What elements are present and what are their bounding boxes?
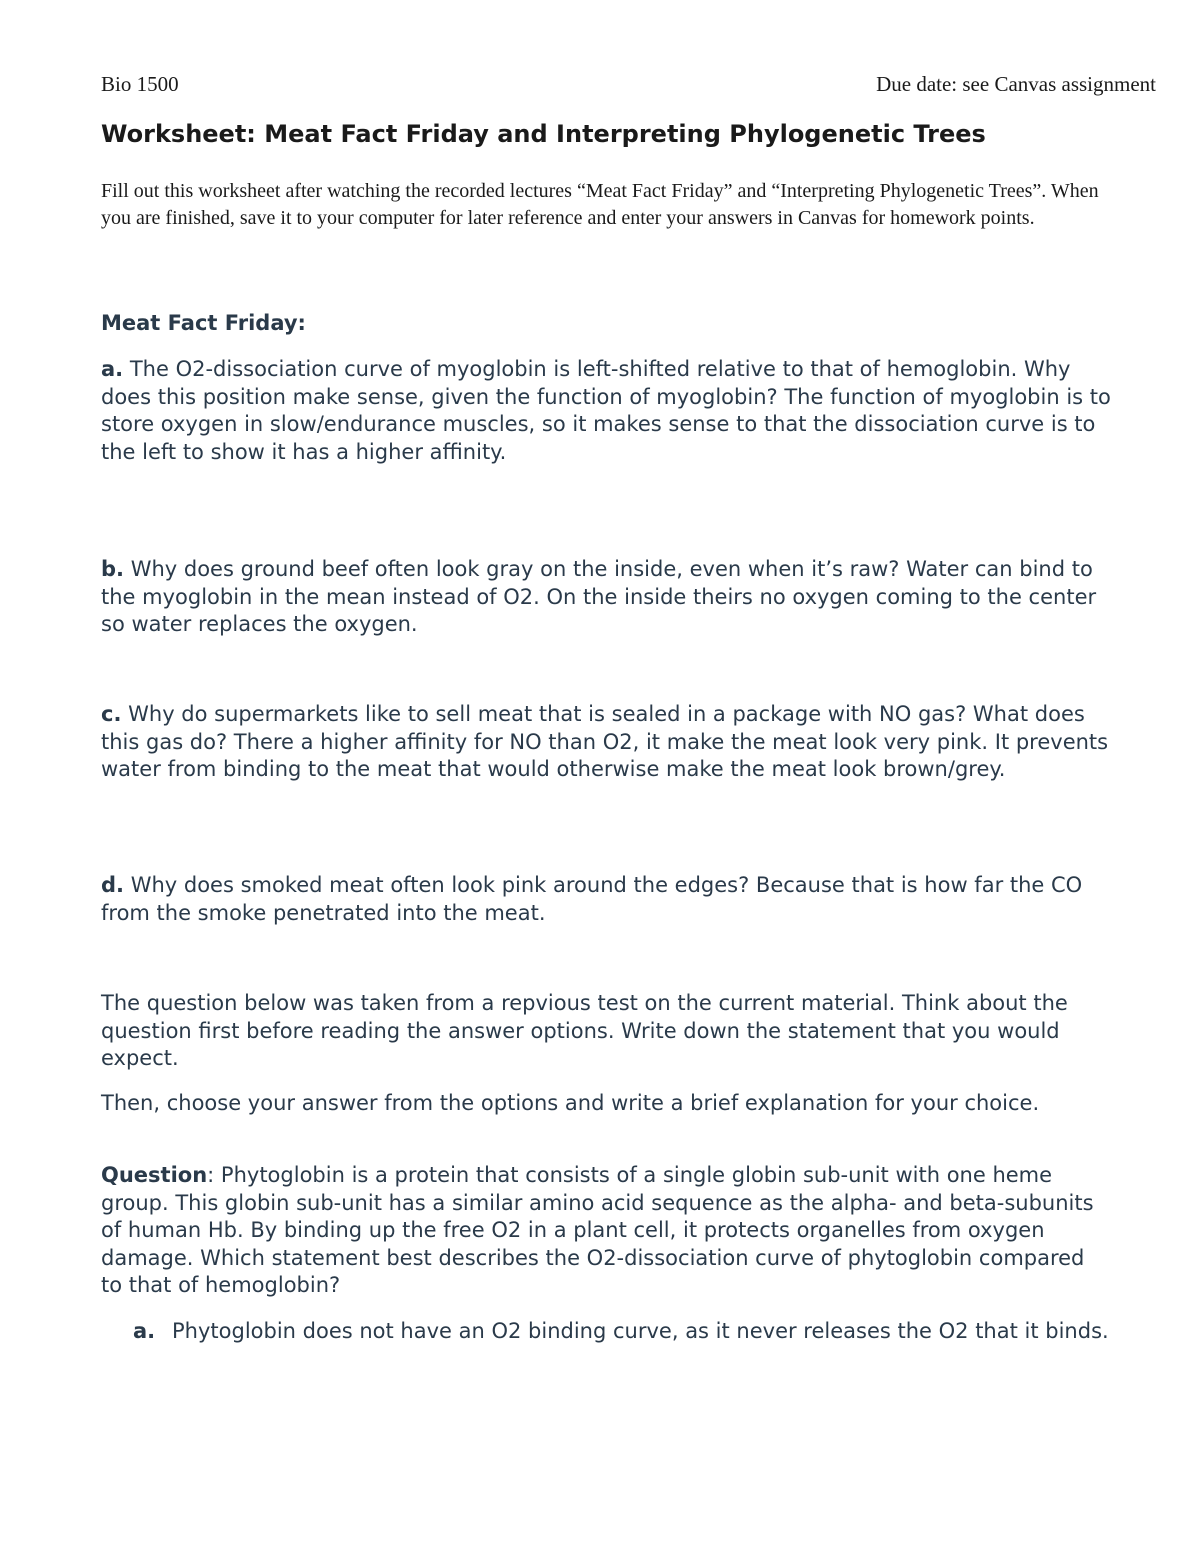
option-letter: a. — [133, 1319, 156, 1343]
course-name: Bio 1500 — [101, 72, 179, 96]
section-title: Meat Fact Friday: — [101, 311, 306, 335]
question-letter: c. — [101, 702, 122, 726]
question-letter: a. — [101, 357, 124, 381]
question-letter: b. — [101, 557, 125, 581]
question-text: Why do supermarkets like to sell meat that is sealed in a package with NO gas? What does this gas do? There a higher affinity for NO than O2, it make the meat look very pink. It prevents water from binding to the meat that would otherwise make the meat look brown/grey. — [101, 702, 1109, 781]
question-text: Why does ground beef often look gray on the inside, even when it’s raw? Water can bind to the myoglobin in the mean instead of O2. On the inside theirs no oxygen coming to the center so water replaces the oxygen. — [101, 557, 1097, 636]
option-text: Phytoglobin does not have an O2 binding curve, as it never releases the O2 that it binds. — [172, 1319, 1109, 1343]
question-a — [101, 356, 1111, 466]
due-date: Due date: see Canvas assignment — [876, 72, 1156, 96]
question-text: The O2-dissociation curve of myoglobin is left-shifted relative to that of hemoglobin. Why does this position make sense, given the function of myoglobin? The function of myoglobin is to store oxygen in slow/endurance muscles, so it makes sense to that the dissociation curve is to the left to show it has a higher affinity. — [101, 357, 1111, 464]
intro-paragraph: Fill out this worksheet after watching the recorded lectures “Meat Fact Friday” and “Interpreting Phylogenetic Trees”. When you are finished, save it to your computer for later reference and enter your answers in Canvas for homework points. — [101, 180, 1099, 229]
question-b — [101, 556, 1111, 639]
question-text: Why does smoked meat often look pink around the edges? Because that is how far the CO from the smoke penetrated into the meat. — [101, 873, 1083, 925]
question-body: : Phytoglobin is a protein that consists of a single globin sub-unit with one heme group. This globin sub-unit has a similar amino acid sequence as the alpha- and beta-subunits of human Hb. By binding up the free O2 in a plant cell, it protects organelles from oxygen damage. Which statement best describes the O2-dissociation curve of phytoglobin compared to that of hemoglobin? — [101, 1163, 1094, 1297]
phytoglobin-question — [101, 1162, 1111, 1300]
question-label: Question — [101, 1163, 208, 1187]
question-d — [101, 872, 1111, 927]
instructions-paragraph: The question below was taken from a repvious test on the current material. Think about the question first before reading the answer options. Write down the statement that you would expect. — [101, 991, 1068, 1070]
worksheet-title: Worksheet: Meat Fact Friday and Interpreting Phylogenetic Trees — [101, 120, 986, 148]
question-c — [101, 701, 1111, 784]
choice-instructions: Then, choose your answer from the options and write a brief explanation for your choice. — [101, 1091, 1040, 1115]
question-letter: d. — [101, 873, 125, 897]
